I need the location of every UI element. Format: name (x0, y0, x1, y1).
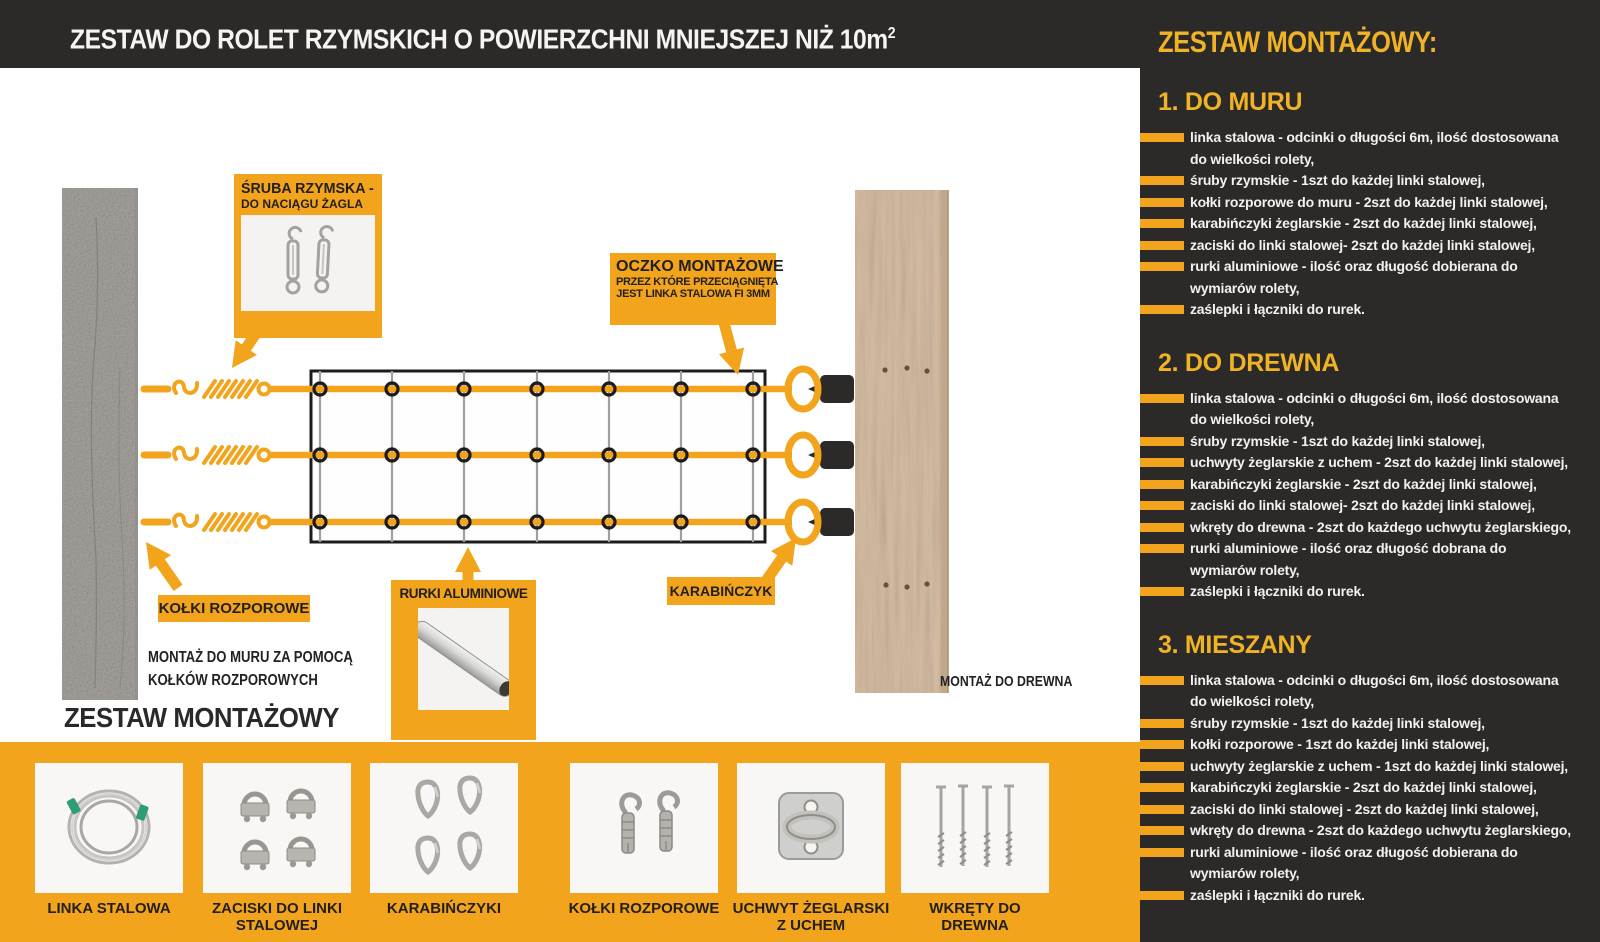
bullet-dash-icon (1140, 198, 1184, 207)
wood-plank (855, 190, 948, 693)
panel-section-heading: 2. DO DREWNA (1158, 348, 1340, 377)
product-band (0, 742, 1140, 942)
expansion-plugs-icon (570, 763, 718, 893)
panel-sections (1158, 88, 1586, 906)
panel-item-text: rurki aluminiowe - ilość oraz długość dobierana do wymiarów rolety, (1190, 843, 1518, 881)
bullet-dash-icon (1140, 523, 1184, 532)
bullet-dash-icon (1140, 480, 1184, 489)
panel-list-item (1158, 713, 1572, 735)
product-photo-wood-screws (901, 763, 1049, 893)
kit-panel (1140, 0, 1600, 942)
panel-list-item (1158, 885, 1572, 907)
callout-title: ŚRUBA RZYMSKA - (241, 180, 374, 197)
steel-cable-coil-icon (35, 763, 183, 893)
panel-item-text: zaślepki i łączniki do rurek. (1190, 583, 1365, 599)
bullet-dash-icon (1140, 676, 1184, 685)
panel-list-item (1158, 213, 1572, 235)
product-label: LINKA STALOWA (47, 900, 171, 917)
bullet-dash-icon (1140, 740, 1184, 749)
bullet-dash-icon (1140, 544, 1184, 553)
bullet-dash-icon (1140, 783, 1184, 792)
panel-item-text: uchwyty żeglarskie z uchem - 2szt do każdej linki stalowej, (1190, 454, 1568, 470)
panel-item-text: zaciski do linki stalowej - 2szt do każdej linki stalowej, (1190, 800, 1539, 817)
bullet-dash-icon (1140, 848, 1184, 857)
panel-list-item (1158, 495, 1572, 517)
product-label: UCHWYT ŻEGLARSKI Z UCHEM (732, 900, 890, 934)
callout-text: JEST LINKA STALOWA FI 3MM (616, 288, 770, 300)
panel-list-item (1158, 756, 1572, 778)
panel-item-text: śruby rzymskie - 1szt do każdej linki stalowej, (1190, 172, 1485, 188)
callout-carabiner (667, 577, 775, 605)
panel-list-item (1158, 670, 1572, 713)
panel-item-text: zaślepki i łączniki do rurek. (1190, 301, 1365, 317)
panel-item-text: uchwyty żeglarskie z uchem - 1szt do każdej linki stalowej, (1190, 757, 1568, 774)
callout-subtitle: DO NACIĄGU ŻAGLA (241, 197, 363, 211)
product-photo-pad-eye (737, 763, 885, 893)
panel-list-item (1158, 170, 1572, 192)
panel-item-text: wkręty do drewna - 2szt do każdego uchwytu żeglarskiego, (1190, 822, 1571, 838)
panel-item-text: kołki rozporowe do muru - 2szt do każdej linki stalowej, (1190, 193, 1548, 210)
panel-list-item (1158, 517, 1572, 539)
panel-list-item (1158, 799, 1572, 821)
bullet-dash-icon (1140, 719, 1184, 728)
carabiners-icon (370, 763, 518, 893)
callout-title: OCZKO MONTAŻOWE (616, 258, 784, 275)
panel-list-item (1158, 734, 1572, 756)
bullet-dash-icon (1140, 458, 1184, 467)
product-label: ZACISKI DO LINKI STALOWEJ (212, 900, 342, 934)
panel-list-item (1158, 388, 1572, 431)
bullet-dash-icon (1140, 219, 1184, 228)
bullet-dash-icon (1140, 305, 1184, 314)
panel-item-text: linka stalowa - odcinki o długości 6m, ilość dostosowana do wielkości rolety, (1190, 671, 1559, 709)
panel-item-text: zaślepki i łączniki do rurek. (1190, 886, 1365, 903)
bullet-dash-icon (1140, 394, 1184, 403)
page-title: ZESTAW DO ROLET RZYMSKICH O POWIERZCHNI MNIEJSZEJ NIŻ $10m^2$ (70, 23, 896, 55)
panel-list-item (1158, 474, 1572, 496)
bullet-dash-icon (1140, 176, 1184, 185)
panel-list-item (1158, 127, 1572, 170)
product-label: KOŁKI ROZPOROWE (568, 900, 720, 917)
turnbuckle-photo (241, 215, 375, 311)
panel-list-item (1158, 777, 1572, 799)
product-label: WKRĘTY DO DREWNA (929, 900, 1021, 934)
panel-item-text: karabińczyki żeglarskie - 2szt do każdej linki stalowej, (1190, 475, 1537, 492)
panel-list-item (1158, 256, 1572, 299)
panel-item-text: śruby rzymskie - 1szt do każdej linki stalowej, (1190, 432, 1485, 449)
callout-eyelet (610, 253, 784, 325)
aluminum-tube-icon (418, 608, 509, 710)
bullet-dash-icon (1140, 133, 1184, 142)
bullet-dash-icon (1140, 587, 1184, 596)
panel-list-item (1158, 192, 1572, 214)
panel-item-text: linka stalowa - odcinki o długości 6m, ilość dostosowana do wielkości rolety, (1190, 129, 1559, 167)
bullet-dash-icon (1140, 826, 1184, 835)
bullet-dash-icon (1140, 437, 1184, 446)
panel-item-text: rurki aluminiowe - ilość oraz długość dobrana do wymiarów rolety, (1190, 540, 1507, 578)
bullet-dash-icon (1140, 762, 1184, 771)
concrete-wall (62, 188, 138, 700)
panel-section-heading: 1. DO MURU (1158, 88, 1303, 116)
callout-text: PRZEZ KTÓRE PRZECIĄGNIĘTA (616, 276, 779, 288)
panel-list-item (1158, 431, 1572, 453)
panel-item-text: karabińczyki żeglarskie - 2szt do każdej linki stalowej, (1190, 779, 1537, 795)
panel-item-text: kołki rozporowe - 1szt do każdej linki stalowej, (1190, 736, 1490, 752)
pad-eye-icon (737, 763, 885, 893)
callout-aluminum-tubes (391, 580, 536, 740)
bullet-dash-icon (1140, 891, 1184, 900)
callout-turnbuckle (234, 174, 382, 338)
panel-list-item (1158, 820, 1572, 842)
callout-title: RURKI ALUMINIOWE (399, 586, 528, 601)
kit-heading: ZESTAW MONTAŻOWY (64, 702, 340, 733)
bullet-dash-icon (1140, 805, 1184, 814)
tube-photo (418, 608, 509, 710)
note-wall-mounting: MONTAŻ DO MURU ZA POMOCĄ KOŁKÓW ROZPOROWYCH (148, 649, 353, 689)
panel-list-item (1158, 235, 1572, 257)
panel-item-text: linka stalowa - odcinki o długości 6m, ilość dostosowana do wielkości rolety, (1190, 389, 1559, 427)
panel-list-item (1158, 842, 1572, 885)
panel-list-item (1158, 299, 1572, 321)
product-photo-expansion-plugs (570, 763, 718, 893)
panel-section-heading: 3. MIESZANY (1158, 630, 1312, 659)
panel-item-text: zaciski do linki stalowej- 2szt do każdej linki stalowej, (1190, 236, 1535, 253)
product-label: KARABIŃCZYKI (386, 900, 502, 917)
wood-screws-icon (901, 763, 1049, 893)
cable-clamps-icon (203, 763, 351, 893)
product-photo-carabiners (370, 763, 518, 893)
callout-title: KOŁKI ROZPOROWE (158, 600, 310, 617)
panel-list-item (1158, 581, 1572, 603)
note-wood-mounting: MONTAŻ DO DREWNA (940, 673, 1073, 690)
bullet-dash-icon (1140, 262, 1184, 271)
bullet-dash-icon (1140, 501, 1184, 510)
arrow-to-wall-plug (135, 535, 188, 596)
turnbuckle-icon (241, 215, 375, 311)
panel-list-item (1158, 452, 1572, 474)
bullet-dash-icon (1140, 241, 1184, 250)
product-photo-steel-cable (35, 763, 183, 893)
kit-panel-title: ZESTAW MONTAŻOWY: (1158, 26, 1437, 59)
arrow-to-eyelet (711, 318, 751, 379)
panel-item-text: zaciski do linki stalowej- 2szt do każdej linki stalowej, (1190, 497, 1535, 513)
page-title-superscript: 2 (887, 25, 896, 42)
panel-item-text: karabińczyki żeglarskie - 2szt do każdej linki stalowej, (1190, 215, 1537, 231)
panel-item-text: śruby rzymskie - 1szt do każdej linki stalowej, (1190, 714, 1485, 731)
panel-item-text: wkręty do drewna - 2szt do każdego uchwytu żeglarskiego, (1190, 518, 1571, 535)
callout-title: KARABIŃCZYK (669, 583, 773, 599)
callout-wall-plugs (158, 595, 310, 622)
panel-item-text: rurki aluminiowe - ilość oraz długość dobierana do wymiarów rolety, (1190, 258, 1518, 296)
panel-list-item (1158, 538, 1572, 581)
product-photo-cable-clamps (203, 763, 351, 893)
diagram-area (0, 68, 1140, 942)
